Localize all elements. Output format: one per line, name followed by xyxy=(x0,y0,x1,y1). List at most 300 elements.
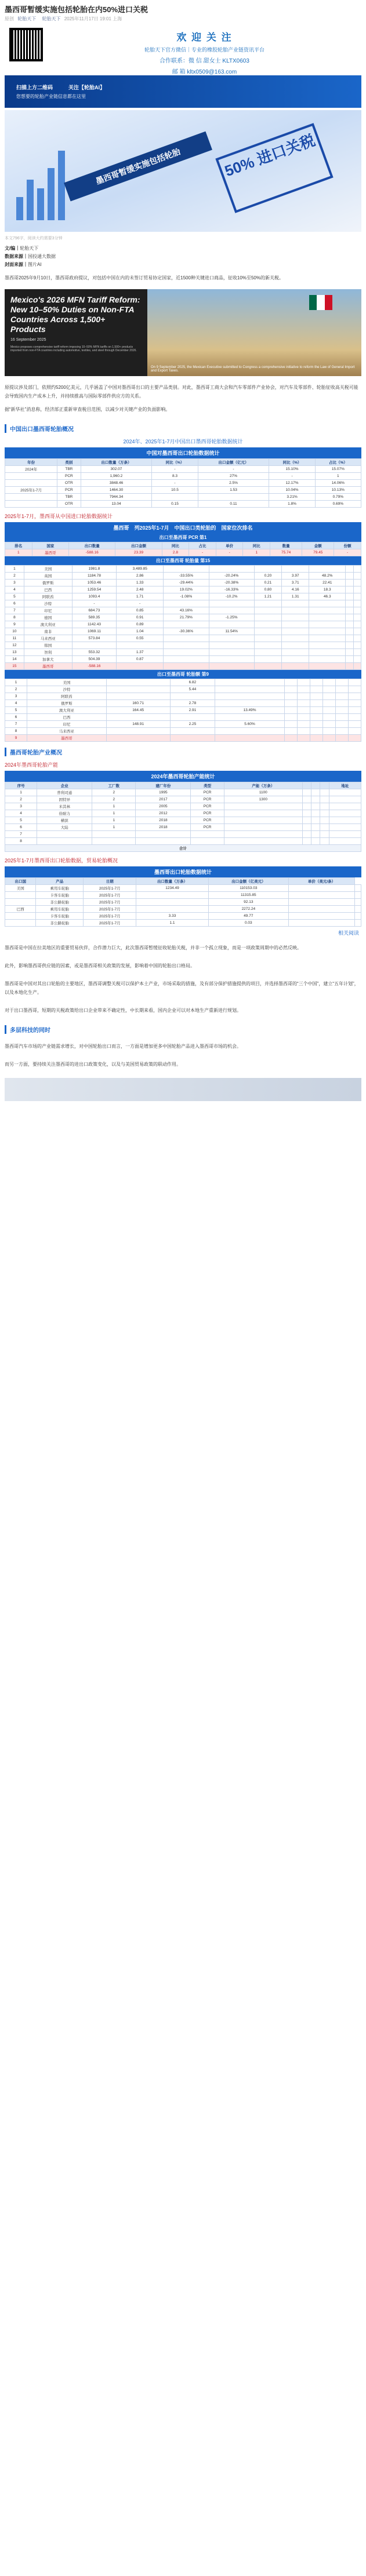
table1-row-cell: 1 xyxy=(315,473,361,480)
table2-row-cell: 美国 xyxy=(27,679,107,686)
table2-row-cell: 5 xyxy=(5,707,27,714)
account-link[interactable]: 轮胎天下 xyxy=(17,16,37,21)
table3-row xyxy=(5,838,361,845)
article-info xyxy=(0,245,366,269)
table2-row-cell xyxy=(353,663,361,670)
table2-row-cell xyxy=(353,642,361,649)
table1-row-cell: TBR xyxy=(57,466,81,473)
table2-row-cell: 1069.11 xyxy=(72,628,116,635)
table2-caption: 2025年1-7月，墨西哥从中国进口轮胎数据统计 xyxy=(5,513,113,519)
table3-row-cell xyxy=(302,810,311,817)
table2-row-cell: 墨西哥 xyxy=(24,663,72,670)
table2-row-cell xyxy=(297,714,310,721)
table3-row-cell xyxy=(224,810,302,817)
table2-row-cell xyxy=(309,628,346,635)
article-title: 墨西哥暂缓实施包括轮胎在内50%进口关税 xyxy=(5,5,148,14)
table2-row-cell xyxy=(282,635,309,642)
table2-row-cell xyxy=(215,728,284,735)
table3-row-cell: 2018 xyxy=(136,824,191,831)
table1-row-cell: - xyxy=(198,466,269,473)
table1-row-cell: 12.17% xyxy=(269,480,315,487)
table2-row-cell: 0.21 xyxy=(254,580,281,586)
table4-head: 墨西哥出口轮胎数据统计 xyxy=(5,866,361,877)
table2-row-cell: 俄罗斯 xyxy=(24,580,72,586)
table3-row-cell: PCR xyxy=(191,810,224,817)
table2-row-cell xyxy=(346,635,353,642)
table3-row-cell: 8 xyxy=(5,838,37,845)
table2-row-cell xyxy=(322,735,335,742)
table4-col: 出口国 xyxy=(5,878,36,885)
table2-row-cell: 11.54% xyxy=(209,628,254,635)
table1-row xyxy=(5,487,361,494)
table2-row-cell: 1053.46 xyxy=(72,580,116,586)
table2-row-cell xyxy=(335,728,348,735)
footer-image xyxy=(5,1078,361,1101)
table1-row-cell: 0.69% xyxy=(315,501,361,508)
closing-paragraph-1: 墨西哥是中国在拉美地区的重要贸易伙伴，合作潜力巨大，此次墨西哥暂缓征收轮胎关税，并非一个孤立现象，而是一项政策周期中的必然反映。 xyxy=(5,945,302,950)
welcome-line3: 邮 箱 kltx0509@163.com xyxy=(172,69,237,75)
table2-row-cell xyxy=(353,628,361,635)
table2-row-cell xyxy=(348,721,361,728)
table2-row-cell: 1.04 xyxy=(117,628,164,635)
table2-row-cell xyxy=(346,566,353,573)
mexico-desc: Mexico proposes comprehensive tariff reform imposing 10–50% MFN tariffs on 1,500+ products imported from non-FTA countries including automotive, textiles, and steel through December 2026. xyxy=(10,345,137,352)
table2-col: 出口金额 xyxy=(115,542,162,549)
table1-row-cell: 1464.30 xyxy=(81,487,152,494)
table2-row-cell xyxy=(322,686,335,693)
table2-row-cell: 21.79% xyxy=(164,614,209,621)
table2-row xyxy=(5,679,361,686)
table2-row-cell: 9 xyxy=(5,735,27,742)
table2-row-cell xyxy=(348,728,361,735)
hero-bars-decoration xyxy=(16,151,65,220)
table2-row-cell: 0.85 xyxy=(117,607,164,614)
table2-row-cell: 22.41 xyxy=(309,580,346,586)
table2-row-cell xyxy=(309,642,346,649)
data-source-label: 数据来源｜ xyxy=(5,254,28,259)
table2-row-cell xyxy=(164,635,209,642)
table2-row-cell xyxy=(215,693,284,700)
table4-row-cell: 2025年1-7月 xyxy=(84,913,136,920)
table3-row-cell xyxy=(320,796,329,803)
table4-row-cell xyxy=(289,885,355,892)
table2-row-cell: 马来西亚 xyxy=(27,728,107,735)
table2-row-cell: 2.78 xyxy=(170,700,215,707)
table2-row-cell xyxy=(346,600,353,607)
table3-row-cell: 1 xyxy=(92,817,136,824)
table2-row-cell xyxy=(335,679,348,686)
scan-banner xyxy=(5,75,361,108)
table3-row xyxy=(5,810,361,817)
table1-row-cell: PCR xyxy=(57,473,81,480)
table1-row-cell: 15.07% xyxy=(315,466,361,473)
table2-row-cell xyxy=(322,693,335,700)
table2-row-cell xyxy=(348,693,361,700)
table3-row-cell xyxy=(311,838,320,845)
table3-row-cell: 横滨 xyxy=(37,817,92,824)
table3-row-cell xyxy=(311,810,320,817)
mexico-date: 16 September 2025 xyxy=(10,338,46,342)
table3-row-cell: PCR xyxy=(191,789,224,796)
table2-row xyxy=(5,614,361,621)
table2-row-cell: 48.2% xyxy=(309,573,346,580)
table2-row-cell: -1.25% xyxy=(209,614,254,621)
table3-row-cell: 1995 xyxy=(136,789,191,796)
table2-row-cell xyxy=(209,607,254,614)
table2-row-cell xyxy=(164,649,209,656)
table2-row-cell xyxy=(164,642,209,649)
table1-row xyxy=(5,466,361,473)
table2-row-cell xyxy=(335,686,348,693)
table2-row-cell xyxy=(170,735,215,742)
table2-row-cell xyxy=(335,693,348,700)
table3-head: 2024年墨西哥轮胎产能统计 xyxy=(5,771,361,782)
table3-row-cell xyxy=(329,824,361,831)
table4-row-cell: 92.13 xyxy=(208,899,288,906)
table2-row-cell xyxy=(353,593,361,600)
table2-row-cell xyxy=(254,621,281,628)
closing-paragraph-4: 对于出口墨西哥，短期的关税政策给出口企业带来不确定性，中长期来看，国内企业可以对本地生产重新进行规划。 xyxy=(5,1008,241,1013)
table2-row-cell: 0.91 xyxy=(117,614,164,621)
table2-row-cell: 澳大利亚 xyxy=(27,707,107,714)
table1-col: 占比（%） xyxy=(315,459,361,466)
table2-row-cell: 3 xyxy=(5,580,24,586)
table3-row-cell xyxy=(311,789,320,796)
section-title-mexico-industry: 墨西哥轮胎产业概况 xyxy=(5,748,361,756)
table2-row xyxy=(5,721,361,728)
table4-row xyxy=(5,885,361,892)
table1-header-row xyxy=(5,459,361,466)
table2-row-cell xyxy=(335,707,348,714)
table2-row-cell xyxy=(215,700,284,707)
table2-row-cell xyxy=(335,735,348,742)
table2-row-cell: 7 xyxy=(5,721,27,728)
table2-row-cell xyxy=(310,728,322,735)
table2-row-cell xyxy=(310,735,322,742)
table2-row-cell xyxy=(309,614,346,621)
table2-row-cell: 1 xyxy=(243,549,270,556)
table2-row-cell: -29.44% xyxy=(164,580,209,586)
table2-row xyxy=(5,649,361,656)
table2-row-cell xyxy=(284,686,297,693)
table3-col: 类型 xyxy=(191,782,224,789)
table2-row-cell xyxy=(335,700,348,707)
table1-row-cell xyxy=(5,480,57,487)
table3-row-cell xyxy=(92,831,136,838)
table4-col: 产品 xyxy=(36,878,84,885)
table2-row-cell: 3.71 xyxy=(282,580,309,586)
table2-row-cell xyxy=(254,607,281,614)
table2-row-cell: 1259.54 xyxy=(72,586,116,593)
table2-row-cell xyxy=(254,663,281,670)
table2-row-cell: 3 xyxy=(5,693,27,700)
table2-row-cell: -30.36% xyxy=(164,628,209,635)
hero-band-text: 墨西哥暂缓实施包括轮胎 xyxy=(64,132,212,202)
table3-row-cell xyxy=(224,824,302,831)
table4-row-cell xyxy=(136,906,208,913)
table2-row-cell xyxy=(335,721,348,728)
table2-row-cell xyxy=(164,656,209,663)
table4-row-cell: 非公路轮胎 xyxy=(36,920,84,927)
table2-row-cell xyxy=(348,679,361,686)
table3-row-cell: 7 xyxy=(5,831,37,838)
table3-row-cell xyxy=(320,831,329,838)
table3-row-cell xyxy=(136,838,191,845)
table1-col: 同比（%） xyxy=(269,459,315,466)
table2-row-cell: 6.82 xyxy=(170,679,215,686)
table3-row-cell xyxy=(320,824,329,831)
table3-row-cell xyxy=(37,831,92,838)
table3-row-cell xyxy=(224,803,302,810)
table2-row xyxy=(5,714,361,721)
table2-row-cell xyxy=(309,656,346,663)
table2-row-cell: 1 xyxy=(5,679,27,686)
table3-row-cell: 6 xyxy=(5,824,37,831)
table2-row-cell xyxy=(348,686,361,693)
table4-col: 日期 xyxy=(84,878,136,885)
table2-row-cell xyxy=(164,566,209,573)
table2-row-cell xyxy=(215,714,284,721)
table1-row-cell: 14.06% xyxy=(315,480,361,487)
table4-row xyxy=(5,920,361,927)
table2-row-cell: 1.33 xyxy=(117,580,164,586)
table2-row-cell: -20.24% xyxy=(209,573,254,580)
table2-row-cell xyxy=(164,663,209,670)
account-link-2[interactable]: 轮胎天下 xyxy=(42,16,61,21)
table2-row-cell: -16.33% xyxy=(209,586,254,593)
table2-row-cell: - xyxy=(216,549,243,556)
table2-row xyxy=(5,607,361,614)
table3-row-cell: 2005 xyxy=(136,803,191,810)
table2-row-cell: 1.21 xyxy=(254,593,281,600)
table2-row-cell xyxy=(346,621,353,628)
table2-row-cell: 墨西哥 xyxy=(27,735,107,742)
welcome-heading: 欢 迎 关 注 xyxy=(176,32,233,43)
table2-row-cell: 3.97 xyxy=(282,573,309,580)
table1-row-cell: TBR xyxy=(57,494,81,501)
table4-col: 出口金额（亿美元） xyxy=(208,878,288,885)
table2-row-cell xyxy=(346,656,353,663)
table2-col: 同比 xyxy=(162,542,189,549)
table1-row-cell: 1,960.2 xyxy=(81,473,152,480)
mexico-photo-caption: On 9 September 2025, the Mexican Executive submitted to Congress a comprehensive initiative to reform the Law of General Import and Export Taxes. xyxy=(151,366,355,373)
table1-row-cell: PCR xyxy=(57,487,81,494)
table2-row-cell: 8 xyxy=(5,614,24,621)
table4-row-cell: 2025年1-7月 xyxy=(84,899,136,906)
table2-row-cell xyxy=(284,679,297,686)
table3-row xyxy=(5,803,361,810)
table2-col: 金额 xyxy=(302,542,334,549)
mexico-headline: Mexico's 2026 MFN Tariff Reform: New 10–50% Duties on Non-FTA Countries Across 1,500+ Products xyxy=(10,295,140,334)
hero-image xyxy=(5,110,361,232)
table2-row-cell: 1 xyxy=(5,549,32,556)
table2-row-cell xyxy=(348,700,361,707)
table3-row-cell xyxy=(320,789,329,796)
table2-row-cell: 加拿大 xyxy=(24,656,72,663)
table2-row-cell: -588.16 xyxy=(69,549,115,556)
table2-row-cell xyxy=(309,600,346,607)
table2-row xyxy=(5,686,361,693)
table4-row-cell: 美国 xyxy=(5,885,36,892)
table3-row-cell: 1 xyxy=(92,803,136,810)
table2-row-cell xyxy=(254,628,281,635)
cover-label: 封面来源｜ xyxy=(5,262,28,267)
table1-col: 出口数量（万条） xyxy=(81,459,152,466)
table3-row-cell: 1 xyxy=(92,824,136,831)
table2-row xyxy=(5,735,361,742)
table1-row xyxy=(5,501,361,508)
table2-row-cell xyxy=(209,642,254,649)
table1-row xyxy=(5,494,361,501)
table2-col: 国家 xyxy=(32,542,68,549)
table2-row-cell xyxy=(282,649,309,656)
section-title-china-export: 中国出口墨西哥轮胎概况 xyxy=(5,424,361,433)
table2-row-cell xyxy=(282,607,309,614)
table1-row-cell: 0.79% xyxy=(315,494,361,501)
table2-row-cell xyxy=(170,714,215,721)
read-more-link[interactable]: 相关阅读 xyxy=(338,930,359,936)
table2-row-cell: -20.38% xyxy=(209,580,254,586)
table2-row-cell: -1.08% xyxy=(164,593,209,600)
table2-row-cell: -588.16 xyxy=(72,663,116,670)
table2-row-cell xyxy=(353,566,361,573)
table1-row-cell: - xyxy=(152,466,198,473)
table1-row-cell xyxy=(5,494,57,501)
table3-row xyxy=(5,824,361,831)
table2-row-cell xyxy=(353,635,361,642)
table2-row-cell: - xyxy=(72,600,116,607)
table1-row-cell: 2.5% xyxy=(198,480,269,487)
table3-row-cell xyxy=(320,817,329,824)
table4-row xyxy=(5,906,361,913)
table2-row-cell xyxy=(209,600,254,607)
table2-header-row xyxy=(5,542,361,549)
table2-row-cell: 164.45 xyxy=(106,707,170,714)
table2-band-2: 出口至墨西哥 轮胎量 第15 xyxy=(5,556,361,565)
table3-row-cell xyxy=(329,796,361,803)
table3-col: 地址 xyxy=(329,782,361,789)
table3-col: 建厂年份 xyxy=(136,782,191,789)
table2-row-cell: - xyxy=(334,549,361,556)
table2-row xyxy=(5,663,361,670)
table2-row-cell: 4 xyxy=(5,586,24,593)
table2-row-cell: 0.20 xyxy=(254,573,281,580)
hero-caption: 本文796字，阅读大约需要3分钟 xyxy=(5,236,63,241)
table2-row-cell xyxy=(309,649,346,656)
table3-col xyxy=(320,782,329,789)
table2-row-cell: 2.25 xyxy=(170,721,215,728)
table2-row xyxy=(5,635,361,642)
table4-row-cell xyxy=(355,920,361,927)
table4-row-cell xyxy=(289,920,355,927)
table3-row-cell xyxy=(302,796,311,803)
table2-row-cell: 11 xyxy=(5,635,24,642)
table2-row-cell xyxy=(310,693,322,700)
mexico-photo xyxy=(147,289,361,376)
table3-row-cell xyxy=(302,838,311,845)
table3-col: 工厂数 xyxy=(92,782,136,789)
table2-row-cell: 2.8 xyxy=(162,549,189,556)
table4-row-cell: 卡客车轮胎 xyxy=(36,913,84,920)
table2-row-cell xyxy=(117,642,164,649)
table2-row-cell xyxy=(309,635,346,642)
table4-row-cell: 卡客车轮胎 xyxy=(36,892,84,899)
table2-row-cell xyxy=(297,693,310,700)
table2-row-cell xyxy=(353,649,361,656)
author-label: 文/编｜ xyxy=(5,246,20,251)
table3-row-cell: 5 xyxy=(5,817,37,824)
table3-row-cell: 普利司通 xyxy=(37,789,92,796)
table2-row-cell: 589.35 xyxy=(72,614,116,621)
table1-caption: 2024年、2025年1-7月中国出口墨西哥轮胎数据统计 xyxy=(123,439,243,444)
follow-banner xyxy=(0,25,366,73)
table2-row-cell xyxy=(297,686,310,693)
table2-row-cell xyxy=(72,642,116,649)
table2-row-cell xyxy=(282,656,309,663)
table2-row xyxy=(5,656,361,663)
table2-row-cell: 5 xyxy=(5,593,24,600)
table1-row-cell: 27% xyxy=(198,473,269,480)
table2-row-cell: 巴西 xyxy=(24,586,72,593)
table3-row-cell xyxy=(329,803,361,810)
table2-row-cell xyxy=(346,580,353,586)
table3-row-cell xyxy=(224,838,302,845)
scan-banner-line1: 扫描上方二维码 关注【轮胎AI】 xyxy=(16,85,106,90)
table-rank xyxy=(5,522,361,742)
table2-row-cell: 7 xyxy=(5,607,24,614)
table2-row-cell: 0.89 xyxy=(117,621,164,628)
closing-paragraph-2: 此外，影响墨西哥供应链的因素，或是墨西哥相关政策的发展，影响着中国的轮胎出口格局。 xyxy=(5,963,195,968)
table2-row xyxy=(5,586,361,593)
table2-row-cell xyxy=(346,642,353,649)
table2-row-cell xyxy=(353,586,361,593)
table3-row-cell: 米其林 xyxy=(37,803,92,810)
table4-caption: 2025年1-7月墨西哥出口轮胎数据，贸易轮胎概况 xyxy=(5,858,118,863)
table3-row-cell xyxy=(329,817,361,824)
table3-row-cell: 倍耐力 xyxy=(37,810,92,817)
table2-row-cell xyxy=(282,566,309,573)
table1-row-cell: 0.15 xyxy=(152,501,198,508)
table2-row-cell xyxy=(353,580,361,586)
table4-row-cell: 11315.85 xyxy=(208,892,288,899)
table2-row-cell: 19.02% xyxy=(164,586,209,593)
table3-row-cell xyxy=(311,824,320,831)
table4-row-cell: 2025年1-7月 xyxy=(84,892,136,899)
table4-row-cell xyxy=(289,906,355,913)
table1-col: 年份 xyxy=(5,459,57,466)
table2-col: 份额 xyxy=(334,542,361,549)
table2-row-cell xyxy=(309,663,346,670)
table3-row-cell: 3 xyxy=(5,803,37,810)
table4-row-cell: 2272.24 xyxy=(208,906,288,913)
table1-row-cell: 8.3 xyxy=(152,473,198,480)
table2-row-cell xyxy=(309,566,346,573)
table3-row-cell xyxy=(302,824,311,831)
mexico-image-text xyxy=(5,289,147,376)
table2-row-cell: 553.32 xyxy=(72,649,116,656)
table2-row-cell xyxy=(348,707,361,714)
table2-row-cell xyxy=(353,621,361,628)
table2-row-cell: 巴西 xyxy=(27,714,107,721)
table2-row-cell xyxy=(310,707,322,714)
table2-row-cell xyxy=(106,693,170,700)
scan-banner-line2: 您想要的轮胎产业链信息都在这里 xyxy=(16,94,86,99)
table1-row-cell: 3.21% xyxy=(269,494,315,501)
table3-row-cell xyxy=(320,810,329,817)
table2-row-cell xyxy=(209,656,254,663)
table3-row-cell: PCR xyxy=(191,817,224,824)
table2-row-cell: 智利 xyxy=(24,649,72,656)
